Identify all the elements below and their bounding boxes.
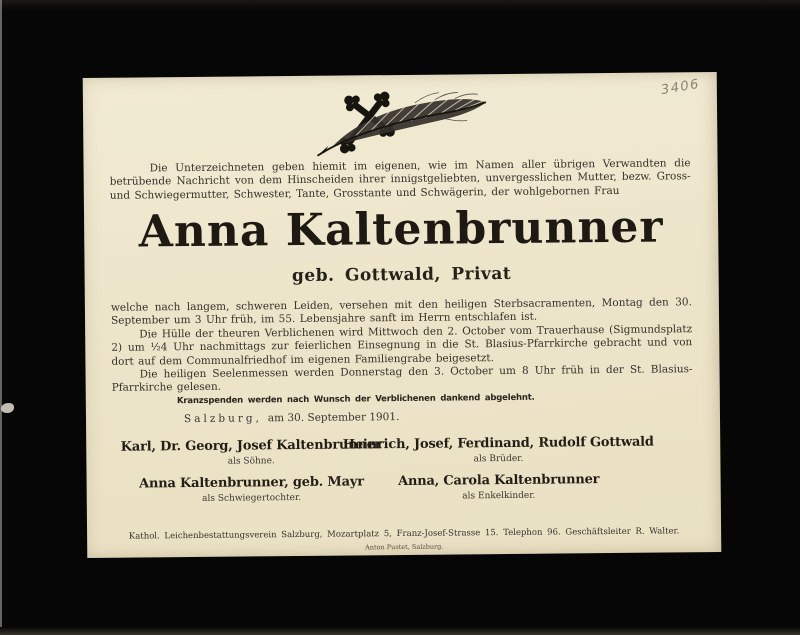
mourner-grandchildren	[334, 472, 664, 502]
mourner-relation: als Brüder.	[473, 454, 524, 465]
deceased-subtitle: geb. Gottwald, Privat	[291, 263, 512, 287]
paragraph-funeral: Die Hülle der theuren Verblichenen wird Mittwoch den 2. October vom Trauerhause (Sigmundsplatz 2) um ½4 Uhr nachmittags zur feierlichen Einsegnung in die St. Blasius-Pfarrkirche gebracht und von dort auf dem Communalfriedhof im eigenen Familiengrabe beigesetzt.	[111, 323, 693, 368]
scan-edge-bottom	[0, 627, 800, 635]
dateline	[184, 411, 399, 425]
intro-paragraph: Die Unterzeichneten geben hiemit im eigenen, wie im Namen aller übrigen Verwandten die betrübende Nachricht von dem Hinscheiden ihrer innigstgeliebten, unvergesslichen Mutter, bezw. Gross- und Schwiegermutter, Schwester, Tante, Grosstante und Schwägerin, der wohlgebornen Frau	[109, 157, 691, 202]
mourner-names: Anna Kaltenbrunner, geb. Mayr	[138, 474, 364, 492]
mourner-names: Heinrich, Josef, Ferdinand, Rudolf Gottwald	[342, 434, 654, 453]
paragraph-masses: Die heiligen Seelenmessen werden Donnerstag den 3. October um 8 Uhr früh in der St. Blasius-Pfarrkirche gelesen.	[111, 363, 693, 395]
mourner-relation: als Söhne.	[227, 456, 275, 467]
mourner-names: Anna, Carola Kaltenbrunner	[397, 472, 600, 490]
handwritten-catalog-number: 3406	[659, 76, 702, 99]
printer-imprint: Anton Pustet, Salzburg.	[365, 542, 444, 552]
wreath-donation-notice: Kranzspenden werden nach Wunsch der Verblichenen dankend abgelehnt.	[176, 392, 535, 407]
obituary-card	[83, 72, 722, 558]
mourner-names: Karl, Dr. Georg, Josef Kaltenbrunner	[120, 437, 382, 455]
undertaker-footer: Kathol. Leichenbestattungsverein Salzburg, Mozartplatz 5, Franz-Josef-Strasse 15. Telephon 96. Geschäftsleiter R. Walter.	[128, 526, 680, 542]
announcement-body	[111, 296, 693, 395]
scan-edge-left	[0, 0, 2, 635]
dateline-city: Salzburg,	[183, 412, 262, 426]
dateline-date: am 30. September 1901.	[267, 411, 400, 425]
scan-edge-top	[0, 0, 800, 10]
mourner-relation: als Schwiegertochter.	[202, 493, 302, 505]
deceased-name: Anna Kaltenbrunner	[138, 201, 664, 258]
cross-and-feather-icon	[295, 88, 491, 162]
mourner-relation: als Enkelkinder.	[462, 491, 536, 502]
mourner-brothers	[333, 435, 663, 465]
paragraph-death: welche nach langem, schweren Leiden, versehen mit den heiligen Sterbsacramenten, Montag den 30. September um 3 Uhr früh, im 55. Lebensjahre sanft im Herrn entschlafen ist.	[110, 296, 692, 328]
dust-speck	[1, 403, 14, 413]
